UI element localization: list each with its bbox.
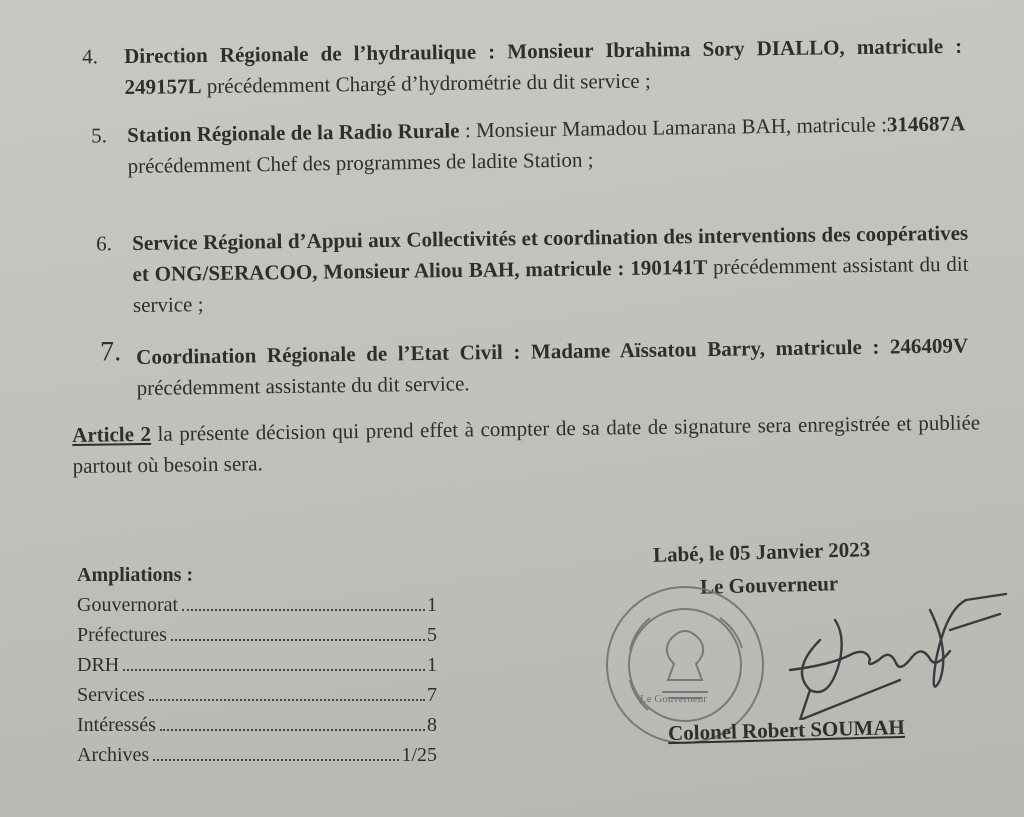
list-item (77, 740, 437, 770)
article-label: Article 2 (72, 421, 152, 447)
dot-leader (160, 729, 425, 731)
item-text (136, 330, 969, 404)
ampliation-label: Gouvernorat (77, 594, 179, 616)
ampliation-count: 1 (427, 594, 437, 616)
item-heading: Service Régional d’Appui aux Collectivités et coordination des interventions des coopératives et ONG/SERACOO (132, 220, 969, 286)
article-text: la présente décision qui prend effet à compter de sa date de signature sera enregistrée et publiée partout où besoin sera. (72, 410, 981, 478)
item-heading: Coordination Régionale de l’Etat Civil (136, 339, 503, 369)
ampliations-list (77, 560, 437, 770)
list-item (77, 620, 437, 650)
item-number: 7. (99, 336, 122, 368)
ampliation-count: 7 (427, 684, 437, 706)
list-item (99, 330, 969, 404)
item-number: 4. (82, 44, 99, 69)
dot-leader (153, 759, 399, 761)
item-detail: : Monsieur Ibrahima Sory DIALLO, matricule : (476, 33, 963, 64)
ampliation-label: DRH (77, 654, 120, 676)
list-item (77, 590, 437, 620)
item-matricule: 190141T (630, 254, 708, 280)
item-detail: : Monsieur Mamadou Lamarana BAH, matricule : (459, 112, 888, 143)
signer-title: Le Gouverneur (699, 571, 839, 599)
item-detail: , Monsieur Aliou BAH, matricule : (312, 255, 631, 284)
ampliation-label: Archives (77, 744, 150, 766)
dot-leader (149, 699, 425, 701)
dot-leader (123, 669, 425, 671)
ampliation-count: 8 (427, 714, 437, 736)
list-item (82, 31, 963, 103)
ampliation-label: Services (77, 684, 145, 706)
item-number: 6. (96, 231, 113, 256)
item-tail: précédemment Chargé d’hydrométrie du dit service ; (201, 68, 651, 99)
ampliation-count: 1 (427, 654, 437, 676)
stamp-text: Le Gouverneur (640, 693, 707, 705)
item-text (132, 218, 969, 321)
item-tail: précédemment assistante du dit service. (136, 371, 470, 400)
ampliation-count: 1/25 (401, 744, 437, 766)
item-heading: Direction Régionale de l’hydraulique (124, 39, 477, 68)
item-heading: Station Régionale de la Radio Rurale (127, 118, 460, 147)
dot-leader (171, 639, 425, 641)
item-number: 5. (91, 123, 108, 148)
signature-block (600, 537, 1020, 810)
item-matricule: 314687A (886, 111, 966, 137)
list-item (77, 680, 437, 710)
ampliation-count: 5 (427, 624, 437, 646)
item-tail: précédemment assistant du dit service ; (132, 251, 969, 317)
list-item (91, 108, 966, 182)
date-line: Labé, le 05 Janvier 2023 (652, 537, 871, 567)
item-matricule: 249157L (124, 74, 202, 99)
dot-leader (182, 609, 425, 611)
item-text (127, 108, 966, 182)
list-item (96, 218, 969, 321)
list-item (77, 710, 437, 740)
item-detail: : Madame Aïssatou Barry, matricule : (502, 334, 891, 364)
article-paragraph (72, 407, 981, 482)
item-text (124, 31, 963, 103)
handwritten-signature-icon (750, 570, 1020, 720)
ampliation-label: Préfectures (77, 624, 167, 646)
list-item (77, 650, 437, 680)
ampliation-label: Intéressés (77, 714, 156, 736)
item-tail: précédemment Chef des programmes de ladite Station ; (127, 147, 594, 178)
ampliations-title: Ampliations : (77, 564, 194, 586)
item-matricule: 246409V (889, 333, 969, 359)
signer-name: Colonel Robert SOUMAH (667, 714, 906, 746)
